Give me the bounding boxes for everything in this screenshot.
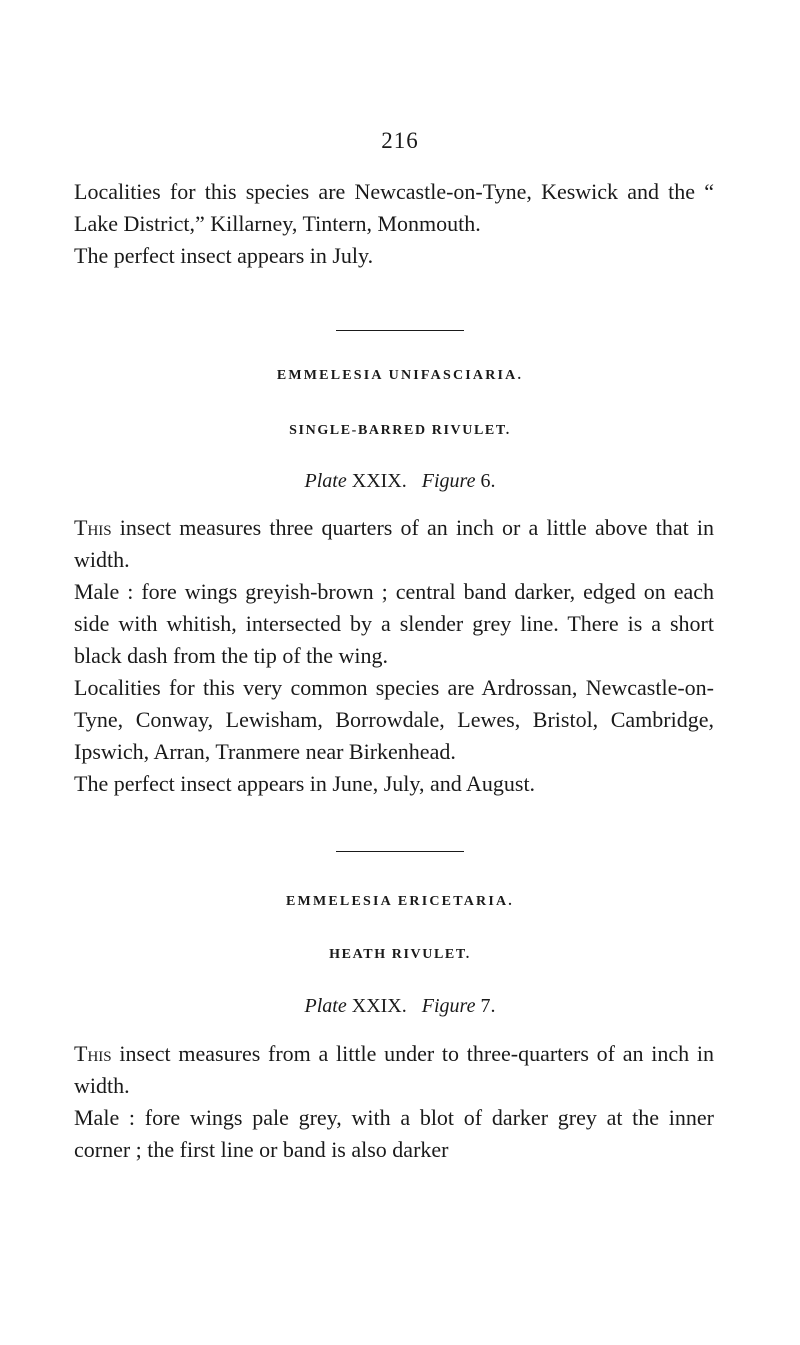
plate-number: XXIX. xyxy=(351,995,407,1017)
species-2-paragraph-size xyxy=(74,1038,714,1102)
species-2-name: EMMELESIA ERICETARIA. xyxy=(286,894,514,909)
section-top-text xyxy=(74,176,714,272)
figure-label: Figure xyxy=(421,995,476,1017)
species-1-common-name: SINGLE-BARRED RIVULET. xyxy=(289,423,511,438)
species-2-paragraph-male: Male : fore wings pale grey, with a blot of darker grey at the inner corner ; the first line or band is also darker xyxy=(74,1105,714,1162)
species-1-plate-reference xyxy=(0,470,800,493)
paragraph-appearance-prev: The perfect insect appears in July. xyxy=(74,243,374,268)
species-2-description xyxy=(74,1038,714,1166)
lead-word: This xyxy=(74,1041,112,1066)
section-divider-2 xyxy=(336,851,464,852)
species-1-paragraph-size xyxy=(74,512,714,576)
species-2-plate-reference xyxy=(0,995,800,1018)
figure-number: 6. xyxy=(480,470,496,492)
species-1-paragraph-male: Male : fore wings greyish-brown ; central band darker, edged on each side with whitish, intersected by a slender grey line. There is a short black dash from the tip of the wing. xyxy=(74,579,714,668)
species-2-common-name: HEATH RIVULET. xyxy=(329,947,471,962)
paragraph-text: insect measures three quarters of an inch or a little above that in width. xyxy=(74,515,714,572)
plate-label: Plate xyxy=(304,470,347,492)
species-1-paragraph-appearance: The perfect insect appears in June, July, and August. xyxy=(74,771,536,796)
lead-word: This xyxy=(74,515,112,540)
page-number: 216 xyxy=(381,128,419,153)
paragraph-text: insect measures from a little under to three-quarters of an inch in width. xyxy=(74,1041,714,1098)
plate-number: XXIX. xyxy=(351,470,407,492)
species-1-paragraph-localities: Localities for this very common species are Ardrossan, Newcastle-on-Tyne, Conway, Lewisham, Borrowdale, Lewes, Bristol, Cambridge, Ipswich, Arran, Tranmere near Birkenhead. xyxy=(74,675,714,764)
paragraph-localities-prev: Localities for this species are Newcastle-on-Tyne, Keswick and the “ Lake District,” Killarney, Tintern, Monmouth. xyxy=(74,179,714,236)
figure-label: Figure xyxy=(421,470,476,492)
plate-label: Plate xyxy=(304,995,347,1017)
species-1-name: EMMELESIA UNIFASCIARIA. xyxy=(276,368,524,383)
section-divider-1 xyxy=(336,330,464,331)
figure-number: 7. xyxy=(480,995,496,1017)
species-1-description xyxy=(74,512,714,800)
